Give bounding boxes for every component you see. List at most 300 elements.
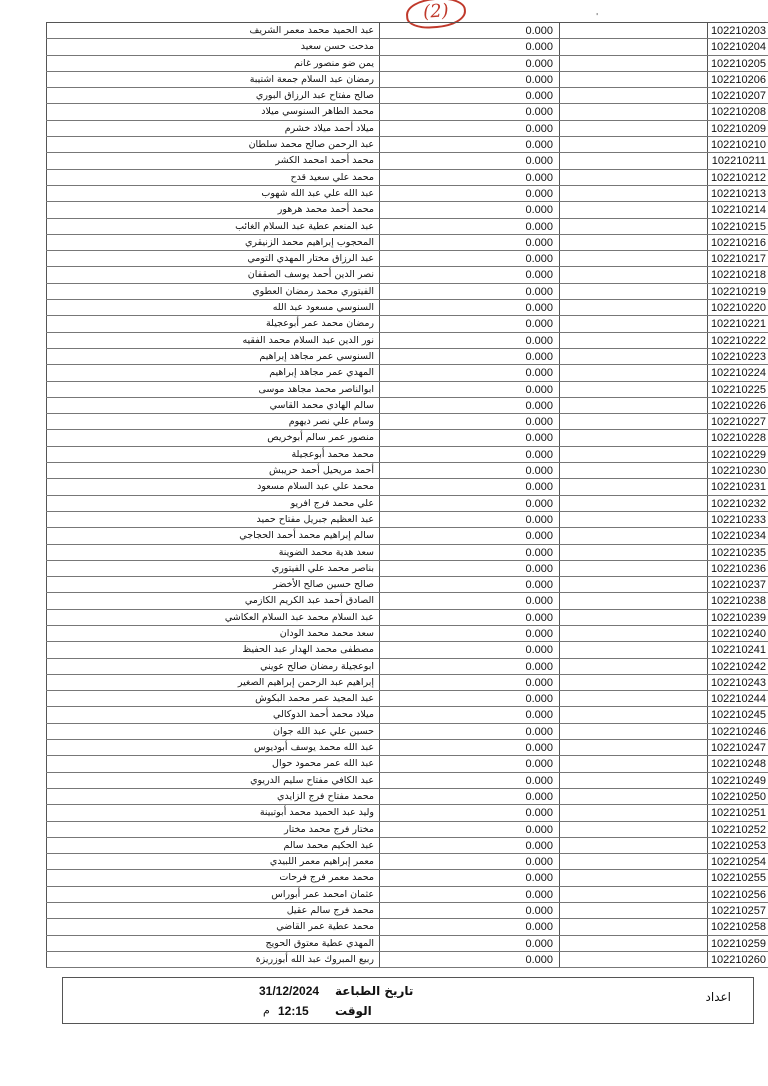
name-cell: علي محمد فرج افريو (290, 497, 374, 509)
id-cell: 102210247 (708, 740, 768, 755)
amount-cell: 0.000 (380, 870, 560, 885)
amount-cell: 0.000 (380, 561, 560, 576)
id-cell: 102210234 (708, 528, 768, 543)
id-cell: 102210246 (708, 724, 768, 739)
table-row (46, 528, 768, 544)
amount-cell: 0.000 (380, 642, 560, 657)
name-cell: نصر الدين أحمد يوسف الصقفان (247, 269, 374, 281)
table-row (46, 593, 768, 609)
name-cell: صالح مفتاح عبد الرزاق البوري (255, 90, 374, 102)
id-cell: 102210233 (708, 512, 768, 527)
id-cell: 102210244 (708, 691, 768, 706)
amount-cell: 0.000 (380, 202, 560, 217)
name-cell: سعد محمد محمد الودان (279, 627, 374, 639)
table-row (46, 186, 768, 202)
amount-cell: 0.000 (380, 186, 560, 201)
table-row (46, 545, 768, 561)
amount-cell: 0.000 (380, 365, 560, 380)
table-row (46, 691, 768, 707)
amount-cell: 0.000 (380, 659, 560, 674)
amount-cell: 0.000 (380, 137, 560, 152)
table-row (46, 887, 768, 903)
table-row (46, 838, 768, 854)
id-cell: 102210226 (708, 398, 768, 413)
amount-cell: 0.000 (380, 593, 560, 608)
id-cell: 102210230 (708, 463, 768, 478)
table-row (46, 365, 768, 381)
name-cell: ميلاد محمد أحمد الدوكالي (273, 709, 374, 721)
table-row (46, 626, 768, 642)
empty-cell (560, 707, 708, 722)
empty-cell (560, 398, 708, 413)
print-date-label: تاريخ الطباعة (335, 984, 414, 998)
empty-cell (560, 39, 708, 54)
name-cell: محمد معمر فرج فرحات (279, 872, 374, 884)
table-row (46, 398, 768, 414)
amount-cell: 0.000 (380, 153, 560, 168)
name-cell: محمد علي عبد السلام مسعود (257, 481, 374, 493)
id-cell: 102210212 (708, 170, 768, 185)
empty-cell (560, 186, 708, 201)
empty-cell (560, 854, 708, 869)
records-table (46, 22, 768, 968)
id-cell: 102210245 (708, 707, 768, 722)
amount-cell: 0.000 (380, 887, 560, 902)
name-cell: إبراهيم عبد الرحمن إبراهيم الصغير (237, 676, 374, 688)
empty-cell (560, 936, 708, 951)
empty-cell (560, 919, 708, 934)
amount-cell: 0.000 (380, 822, 560, 837)
empty-cell (560, 577, 708, 592)
empty-cell (560, 170, 708, 185)
amount-cell: 0.000 (380, 903, 560, 918)
amount-cell: 0.000 (380, 919, 560, 934)
name-cell: عبد الحكيم محمد سالم (283, 839, 374, 851)
name-cell: معمر إبراهيم معمر اللبيدي (269, 856, 374, 868)
empty-cell (560, 870, 708, 885)
empty-cell (560, 822, 708, 837)
amount-cell: 0.000 (380, 398, 560, 413)
table-row (46, 202, 768, 218)
empty-cell (560, 805, 708, 820)
name-cell: ميلاد أحمد ميلاد خشرم (284, 122, 374, 134)
name-cell: المحجوب إبراهيم محمد الزنيقري (244, 236, 374, 248)
empty-cell (560, 463, 708, 478)
id-cell: 102210207 (708, 88, 768, 103)
amount-cell: 0.000 (380, 528, 560, 543)
empty-cell (560, 479, 708, 494)
time-label: الوقت (335, 1004, 372, 1018)
table-row (46, 659, 768, 675)
empty-cell (560, 642, 708, 657)
table-row (46, 235, 768, 251)
id-cell: 102210258 (708, 919, 768, 934)
id-cell: 102210208 (708, 104, 768, 119)
table-row (46, 23, 768, 39)
name-cell: محمد أحمد محمد هرهور (277, 204, 374, 216)
print-date-value: 31/12/2024 (259, 984, 320, 998)
id-cell: 102210229 (708, 447, 768, 462)
amount-cell: 0.000 (380, 316, 560, 331)
name-cell: بناصر محمد علي الفيتوري (271, 562, 374, 574)
amount-cell: 0.000 (380, 545, 560, 560)
id-cell: 102210231 (708, 479, 768, 494)
table-row (46, 773, 768, 789)
empty-cell (560, 219, 708, 234)
amount-cell: 0.000 (380, 740, 560, 755)
id-cell: 102210206 (708, 72, 768, 87)
table-row (46, 430, 768, 446)
table-row (46, 642, 768, 658)
id-cell: 102210256 (708, 887, 768, 902)
amount-cell: 0.000 (380, 251, 560, 266)
id-cell: 102210243 (708, 675, 768, 690)
name-cell: المهدي عطية معتوق الحويج (265, 937, 374, 949)
amount-cell: 0.000 (380, 284, 560, 299)
empty-cell (560, 414, 708, 429)
id-cell: 102210251 (708, 805, 768, 820)
empty-cell (560, 903, 708, 918)
name-cell: محمد فرج سالم عقيل (286, 905, 374, 917)
table-row (46, 919, 768, 935)
empty-cell (560, 691, 708, 706)
id-cell: 102210225 (708, 382, 768, 397)
empty-cell (560, 561, 708, 576)
name-cell: رمضان عبد السلام جمعة اشتيبة (249, 73, 374, 85)
name-cell: يمن ضو منصور غانم (294, 57, 374, 69)
amount-cell: 0.000 (380, 496, 560, 511)
empty-cell (560, 789, 708, 804)
amount-cell: 0.000 (380, 349, 560, 364)
table-row (46, 479, 768, 495)
id-cell: 102210257 (708, 903, 768, 918)
amount-cell: 0.000 (380, 382, 560, 397)
name-cell: أحمد مريحيل أحمد حريبش (269, 465, 374, 477)
table-row (46, 414, 768, 430)
name-cell: رمضان محمد عمر أبوعجيلة (265, 318, 374, 330)
id-cell: 102210250 (708, 789, 768, 804)
amount-cell: 0.000 (380, 675, 560, 690)
amount-cell: 0.000 (380, 479, 560, 494)
id-cell: 102210235 (708, 545, 768, 560)
amount-cell: 0.000 (380, 170, 560, 185)
table-row (46, 121, 768, 137)
name-cell: حسين علي عبد الله جوان (273, 725, 374, 737)
name-cell: ربيع المبروك عبد الله أبوزريزة (255, 953, 374, 965)
id-cell: 102210213 (708, 186, 768, 201)
empty-cell (560, 773, 708, 788)
empty-cell (560, 365, 708, 380)
id-cell: 102210220 (708, 300, 768, 315)
name-cell: عبد المنعم عطية عبد السلام الغائب (235, 220, 374, 232)
id-cell: 102210205 (708, 56, 768, 71)
empty-cell (560, 104, 708, 119)
amount-cell: 0.000 (380, 430, 560, 445)
amount-cell: 0.000 (380, 447, 560, 462)
empty-cell (560, 626, 708, 641)
empty-cell (560, 528, 708, 543)
name-cell: وليد عبد الحميد محمد أبوتبينة (259, 807, 374, 819)
id-cell: 102210210 (708, 137, 768, 152)
name-cell: ابوالناصر محمد مجاهد موسى (258, 383, 374, 395)
amount-cell: 0.000 (380, 626, 560, 641)
table-row (46, 740, 768, 756)
empty-cell (560, 593, 708, 608)
name-cell: سعد هدية محمد الضوينة (278, 546, 374, 558)
table-row (46, 284, 768, 300)
name-cell: الفيتوري محمد رمضان العطوي (252, 285, 374, 297)
print-footer (62, 977, 754, 1024)
empty-cell (560, 382, 708, 397)
amount-cell: 0.000 (380, 300, 560, 315)
id-cell: 102210228 (708, 430, 768, 445)
id-cell: 102210211 (708, 153, 768, 168)
empty-cell (560, 267, 708, 282)
empty-cell (560, 545, 708, 560)
table-row (46, 577, 768, 593)
table-row (46, 382, 768, 398)
name-cell: عبد الله عمر محمود حوال (272, 758, 374, 770)
id-cell: 102210253 (708, 838, 768, 853)
name-cell: عبد المجيد عمر محمد البكوش (255, 693, 374, 705)
table-row (46, 170, 768, 186)
empty-cell (560, 121, 708, 136)
amount-cell: 0.000 (380, 121, 560, 136)
amount-cell: 0.000 (380, 610, 560, 625)
table-row (46, 88, 768, 104)
table-row (46, 512, 768, 528)
name-cell: محمد أحمد امحمد الكشر (275, 155, 374, 167)
name-cell: عبد الله علي عبد الله شهوب (261, 187, 374, 199)
id-cell: 102210259 (708, 936, 768, 951)
id-cell: 102210221 (708, 316, 768, 331)
table-row (46, 316, 768, 332)
empty-cell (560, 610, 708, 625)
id-cell: 102210214 (708, 202, 768, 217)
empty-cell (560, 72, 708, 87)
name-cell: الصادق أحمد عبد الكريم الكازمي (244, 595, 374, 607)
amount-cell: 0.000 (380, 838, 560, 853)
amount-cell: 0.000 (380, 512, 560, 527)
table-row (46, 854, 768, 870)
id-cell: 102210249 (708, 773, 768, 788)
name-cell: ابوعجيلة رمضان صالح عويني (260, 660, 374, 672)
name-cell: عبد السلام محمد عبد السلام العكاشي (224, 611, 374, 623)
table-row (46, 870, 768, 886)
id-cell: 102210252 (708, 822, 768, 837)
id-cell: 102210218 (708, 267, 768, 282)
id-cell: 102210204 (708, 39, 768, 54)
amount-cell: 0.000 (380, 707, 560, 722)
name-cell: مختار فرج محمد مختار (284, 823, 374, 835)
name-cell: سالم إبراهيم محمد أحمد الحجاجي (239, 530, 374, 542)
empty-cell (560, 349, 708, 364)
id-cell: 102210254 (708, 854, 768, 869)
empty-cell (560, 23, 708, 38)
amount-cell: 0.000 (380, 952, 560, 967)
empty-cell (560, 740, 708, 755)
table-row (46, 300, 768, 316)
prepared-by-label: اعداد (705, 990, 731, 1004)
table-row (46, 822, 768, 838)
amount-cell: 0.000 (380, 56, 560, 71)
name-cell: السنوسي عمر مجاهد إبراهيم (259, 350, 374, 362)
id-cell: 102210224 (708, 365, 768, 380)
id-cell: 102210242 (708, 659, 768, 674)
page-number-annotation: (2) (405, 0, 467, 30)
amount-cell: 0.000 (380, 88, 560, 103)
name-cell: محمد عطية عمر القاضي (276, 921, 374, 933)
id-cell: 102210260 (708, 952, 768, 967)
empty-cell (560, 756, 708, 771)
amount-cell: 0.000 (380, 414, 560, 429)
table-row (46, 39, 768, 55)
empty-cell (560, 952, 708, 967)
amount-cell: 0.000 (380, 805, 560, 820)
id-cell: 102210255 (708, 870, 768, 885)
table-row (46, 675, 768, 691)
amount-cell: 0.000 (380, 463, 560, 478)
id-cell: 102210227 (708, 414, 768, 429)
amount-cell: 0.000 (380, 691, 560, 706)
name-cell: عبد الله محمد يوسف أبوديوس (254, 742, 374, 754)
name-cell: صالح حسين صالح الأخضر (273, 579, 374, 591)
name-cell: نور الدين عبد السلام محمد الفقيه (242, 334, 374, 346)
empty-cell (560, 235, 708, 250)
table-row (46, 104, 768, 120)
empty-cell (560, 56, 708, 71)
scan-mark: ' (596, 12, 599, 21)
amount-cell: 0.000 (380, 72, 560, 87)
table-row (46, 936, 768, 952)
table-row (46, 903, 768, 919)
empty-cell (560, 724, 708, 739)
empty-cell (560, 202, 708, 217)
amount-cell: 0.000 (380, 773, 560, 788)
id-cell: 102210232 (708, 496, 768, 511)
amount-cell: 0.000 (380, 333, 560, 348)
table-row (46, 756, 768, 772)
name-cell: محمد مفتاح فرج الزايدي (277, 790, 374, 802)
name-cell: مصطفى محمد الهدار عبد الحفيظ (242, 644, 374, 656)
amount-cell: 0.000 (380, 23, 560, 38)
empty-cell (560, 251, 708, 266)
table-row (46, 447, 768, 463)
empty-cell (560, 88, 708, 103)
table-row (46, 789, 768, 805)
id-cell: 102210222 (708, 333, 768, 348)
empty-cell (560, 496, 708, 511)
amount-cell: 0.000 (380, 267, 560, 282)
amount-cell: 0.000 (380, 789, 560, 804)
id-cell: 102210238 (708, 593, 768, 608)
id-cell: 102210209 (708, 121, 768, 136)
id-cell: 102210215 (708, 219, 768, 234)
id-cell: 102210248 (708, 756, 768, 771)
time-suffix: م (263, 1004, 270, 1017)
id-cell: 102210240 (708, 626, 768, 641)
empty-cell (560, 887, 708, 902)
table-row (46, 496, 768, 512)
name-cell: عبد الكافي مفتاح سليم الدريوي (250, 774, 374, 786)
name-cell: سالم الهادي محمد القاسي (269, 399, 374, 411)
name-cell: مدحت حسن سعيد (300, 41, 374, 53)
id-cell: 102210217 (708, 251, 768, 266)
table-row (46, 463, 768, 479)
amount-cell: 0.000 (380, 104, 560, 119)
id-cell: 102210219 (708, 284, 768, 299)
name-cell: محمد محمد أبوعجيلة (291, 448, 374, 460)
empty-cell (560, 447, 708, 462)
amount-cell: 0.000 (380, 936, 560, 951)
name-cell: المهدي عمر مجاهد إبراهيم (269, 367, 374, 379)
amount-cell: 0.000 (380, 235, 560, 250)
empty-cell (560, 430, 708, 445)
name-cell: السنوسي مسعود عبد الله (272, 302, 374, 314)
id-cell: 102210216 (708, 235, 768, 250)
table-row (46, 333, 768, 349)
amount-cell: 0.000 (380, 219, 560, 234)
empty-cell (560, 153, 708, 168)
empty-cell (560, 838, 708, 853)
name-cell: محمد علي سعيد قدح (290, 171, 374, 183)
table-row (46, 610, 768, 626)
table-row (46, 251, 768, 267)
name-cell: محمد الطاهر السنوسي ميلاد (261, 106, 374, 118)
amount-cell: 0.000 (380, 854, 560, 869)
empty-cell (560, 659, 708, 674)
table-row (46, 137, 768, 153)
name-cell: عثمان امحمد عمر أبوراس (271, 888, 374, 900)
empty-cell (560, 137, 708, 152)
id-cell: 102210223 (708, 349, 768, 364)
id-cell: 102210236 (708, 561, 768, 576)
empty-cell (560, 512, 708, 527)
table-row (46, 349, 768, 365)
name-cell: وسام علي نصر ديهوم (288, 416, 374, 428)
table-row (46, 707, 768, 723)
table-row (46, 56, 768, 72)
name-cell: عبد الرحمن صالح محمد سلطان (248, 139, 374, 151)
id-cell: 102210237 (708, 577, 768, 592)
id-cell: 102210203 (708, 23, 768, 38)
id-cell: 102210241 (708, 642, 768, 657)
amount-cell: 0.000 (380, 39, 560, 54)
table-row (46, 72, 768, 88)
table-row (46, 952, 768, 968)
table-row (46, 561, 768, 577)
amount-cell: 0.000 (380, 724, 560, 739)
name-cell: عبد الحميد محمد معمر الشريف (249, 25, 374, 36)
empty-cell (560, 316, 708, 331)
table-row (46, 219, 768, 235)
empty-cell (560, 300, 708, 315)
table-row (46, 267, 768, 283)
amount-cell: 0.000 (380, 756, 560, 771)
table-row (46, 805, 768, 821)
name-cell: عبد العظيم جبريل مفتاح حميد (256, 513, 374, 525)
amount-cell: 0.000 (380, 577, 560, 592)
name-cell: عبد الرزاق مختار المهدي التومي (247, 253, 374, 265)
empty-cell (560, 333, 708, 348)
table-row (46, 153, 768, 169)
id-cell: 102210239 (708, 610, 768, 625)
table-row (46, 724, 768, 740)
time-value: 12:15 (278, 1004, 309, 1018)
empty-cell (560, 284, 708, 299)
name-cell: منصور عمر سالم أبوخريص (267, 432, 374, 444)
empty-cell (560, 675, 708, 690)
